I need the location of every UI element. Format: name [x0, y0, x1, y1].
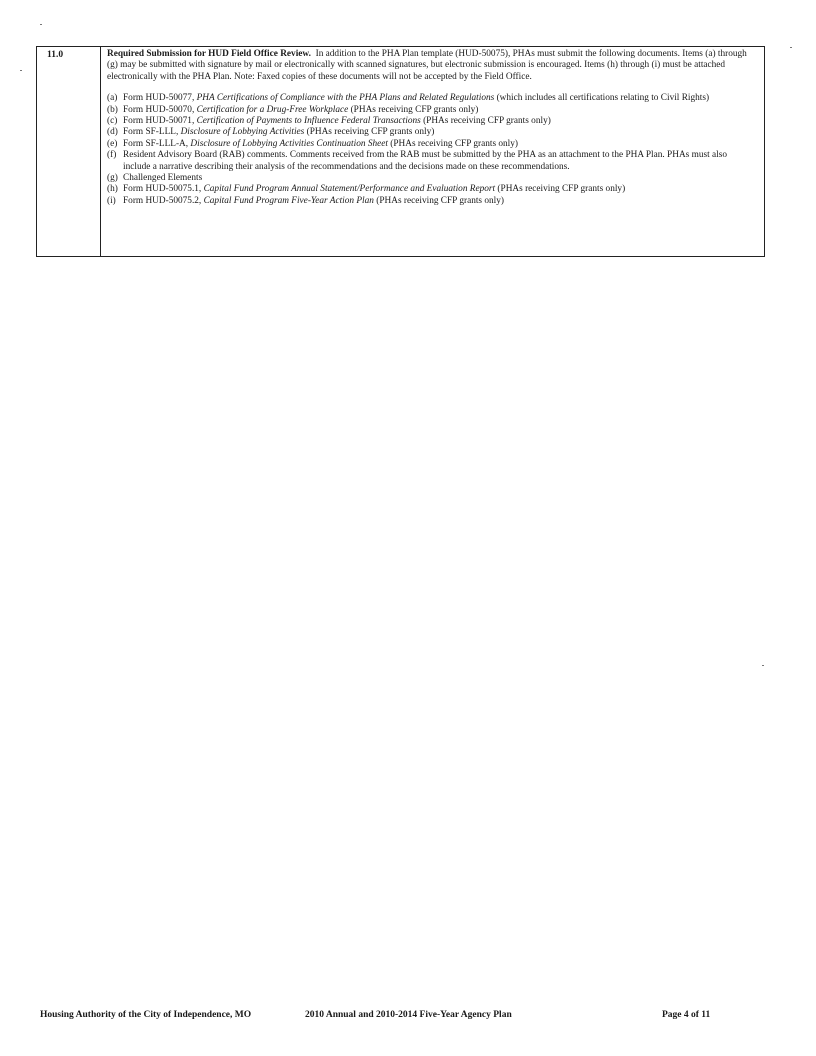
- item-text: Form SF-LLL,: [123, 127, 181, 138]
- item-marker: (f): [107, 150, 117, 161]
- item-marker: (e): [107, 138, 118, 149]
- section-intro-text: In addition to the PHA Plan template (HUD-50075), PHAs must submit the following documents. Items (a) through (g) may be submitted with signature by mail or electronically with scanned signatures, but electronic submission is encouraged. Items (h) through (i) must be attached electronically with the PHA Plan. Note: Faxed copies of these documents will not be accepted by the Field Office.: [107, 49, 747, 82]
- item-form-title: Capital Fund Program Five-Year Action Plan: [203, 195, 374, 206]
- item-text: (PHAs receiving CFP grants only): [420, 116, 551, 127]
- submission-requirements-table: [36, 46, 765, 257]
- list-item: [107, 93, 754, 104]
- list-item: [107, 116, 754, 127]
- item-text: Form HUD-50070,: [123, 104, 197, 115]
- scan-speck: [40, 24, 42, 25]
- scan-speck: [20, 70, 22, 71]
- item-form-title: PHA Certifications of Compliance with the PHA Plans and Related Regulations: [196, 93, 495, 104]
- item-text: Challenged Elements: [123, 173, 203, 184]
- item-text: Form SF-LLL-A,: [123, 138, 191, 149]
- item-marker: (d): [107, 127, 118, 138]
- list-item: [107, 150, 754, 173]
- list-item: [107, 173, 754, 184]
- item-text: Form HUD-50075.2,: [123, 195, 204, 206]
- item-form-title: Certification for a Drug-Free Workplace: [196, 104, 349, 115]
- section-content-cell: [101, 47, 764, 256]
- item-text: (PHAs receiving CFP grants only): [373, 195, 504, 206]
- item-marker: (a): [107, 93, 118, 104]
- item-text: Form HUD-50077,: [123, 93, 197, 104]
- item-text: Form HUD-50071,: [123, 116, 197, 127]
- item-text: (which includes all certifications relating to Civil Rights): [494, 93, 710, 104]
- section-number: 11.0: [47, 50, 64, 60]
- item-marker: (g): [107, 173, 118, 184]
- item-text: (PHAs receiving CFP grants only): [304, 127, 435, 138]
- item-marker: (b): [107, 104, 118, 115]
- item-text: (PHAs receiving CFP grants only): [348, 104, 479, 115]
- scan-speck: [762, 665, 764, 666]
- section-number-cell: [37, 47, 101, 256]
- footer-page-number: Page 4 of 11: [662, 1010, 711, 1020]
- item-marker: (c): [107, 116, 118, 127]
- section-intro: [107, 49, 754, 83]
- list-item: [107, 196, 754, 207]
- item-text: (PHAs receiving CFP grants only): [387, 138, 519, 149]
- section-heading: Required Submission for HUD Field Office Review.: [107, 49, 311, 59]
- list-item: [107, 127, 754, 138]
- item-form-title: Certification of Payments to Influence Federal Transactions: [196, 116, 421, 127]
- scan-speck: [790, 47, 792, 48]
- list-item: [107, 105, 754, 116]
- item-marker: (h): [107, 184, 118, 195]
- required-forms-list: [107, 93, 754, 207]
- item-text: Resident Advisory Board (RAB) comments. Comments received from the RAB must be submitted by the PHA as an attachment to the PHA Plan. PHAs must also include a narrative describing their analysis of the recommendations and the decisions made on these recommendations.: [123, 150, 727, 172]
- item-form-title: Capital Fund Program Annual Statement/Performance and Evaluation Report: [203, 184, 496, 195]
- item-form-title: Disclosure of Lobbying Activities Continuation Sheet: [190, 138, 388, 149]
- item-text: Form HUD-50075.1,: [123, 184, 204, 195]
- footer-organization: Housing Authority of the City of Independence, MO: [40, 1010, 252, 1020]
- page-footer: [0, 1010, 816, 1024]
- footer-plan-title: 2010 Annual and 2010-2014 Five-Year Agency Plan: [305, 1010, 512, 1020]
- item-text: (PHAs receiving CFP grants only): [495, 184, 626, 195]
- item-marker: (i): [107, 195, 116, 206]
- list-item: [107, 139, 754, 150]
- item-form-title: Disclosure of Lobbying Activities: [180, 127, 305, 138]
- list-item: [107, 184, 754, 195]
